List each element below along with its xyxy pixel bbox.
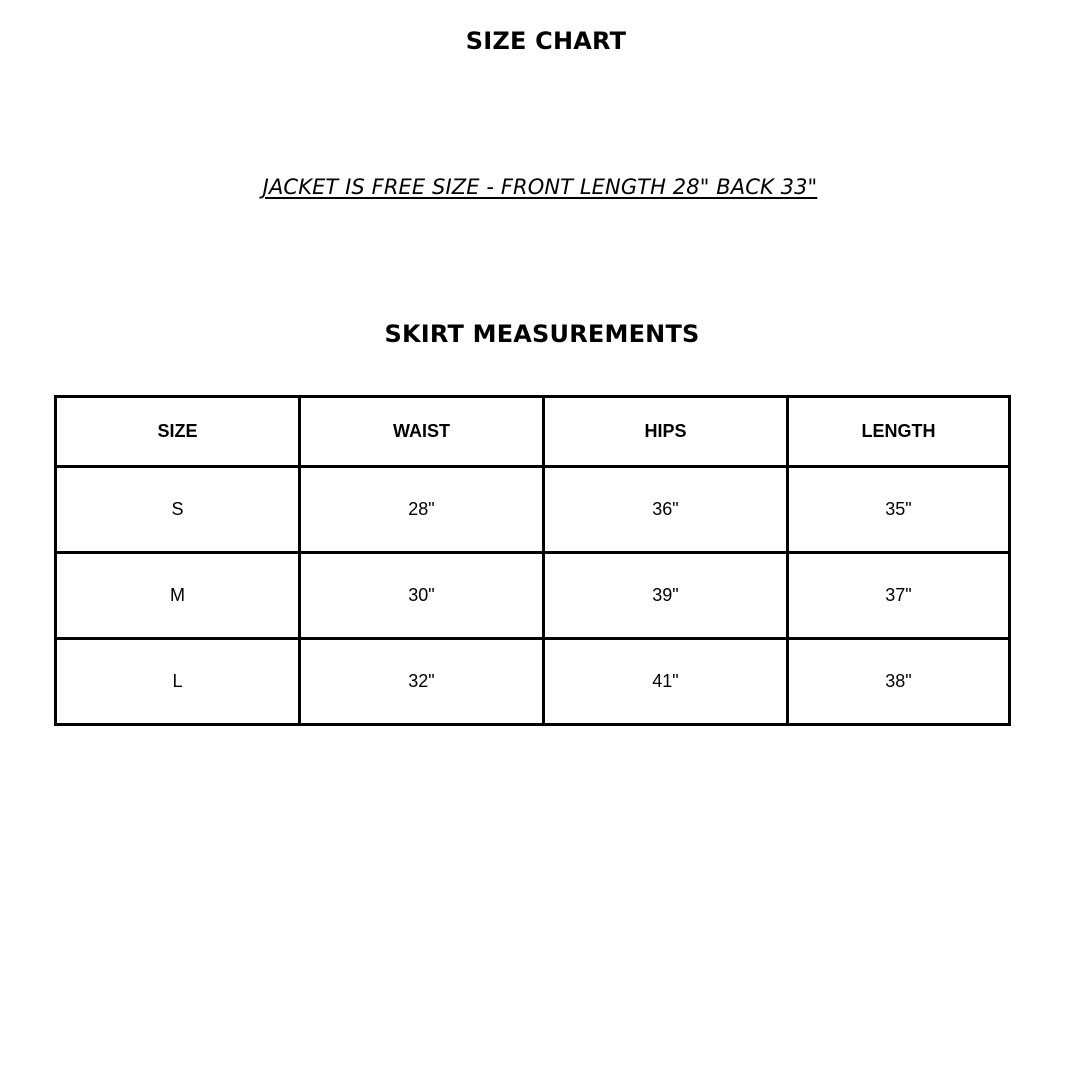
cell-length: 37" bbox=[788, 553, 1010, 639]
cell-size: S bbox=[56, 467, 300, 553]
table-row bbox=[56, 467, 1010, 553]
cell-size: L bbox=[56, 639, 300, 725]
header-size: SIZE bbox=[56, 397, 300, 467]
cell-hips: 39" bbox=[544, 553, 788, 639]
header-waist: WAIST bbox=[300, 397, 544, 467]
jacket-size-note: JACKET IS FREE SIZE - FRONT LENGTH 28" BACK 33" bbox=[262, 175, 818, 199]
table-row bbox=[56, 639, 1010, 725]
cell-size: M bbox=[56, 553, 300, 639]
skirt-measurements-heading: SKIRT MEASUREMENTS bbox=[384, 320, 700, 348]
header-length: LENGTH bbox=[788, 397, 1010, 467]
cell-length: 35" bbox=[788, 467, 1010, 553]
table-row bbox=[56, 553, 1010, 639]
cell-waist: 32" bbox=[300, 639, 544, 725]
table-header-row bbox=[56, 397, 1010, 467]
cell-length: 38" bbox=[788, 639, 1010, 725]
cell-waist: 30" bbox=[300, 553, 544, 639]
skirt-measurements-table bbox=[54, 395, 1011, 726]
cell-waist: 28" bbox=[300, 467, 544, 553]
cell-hips: 41" bbox=[544, 639, 788, 725]
cell-hips: 36" bbox=[544, 467, 788, 553]
page-title: SIZE CHART bbox=[465, 27, 627, 55]
header-hips: HIPS bbox=[544, 397, 788, 467]
